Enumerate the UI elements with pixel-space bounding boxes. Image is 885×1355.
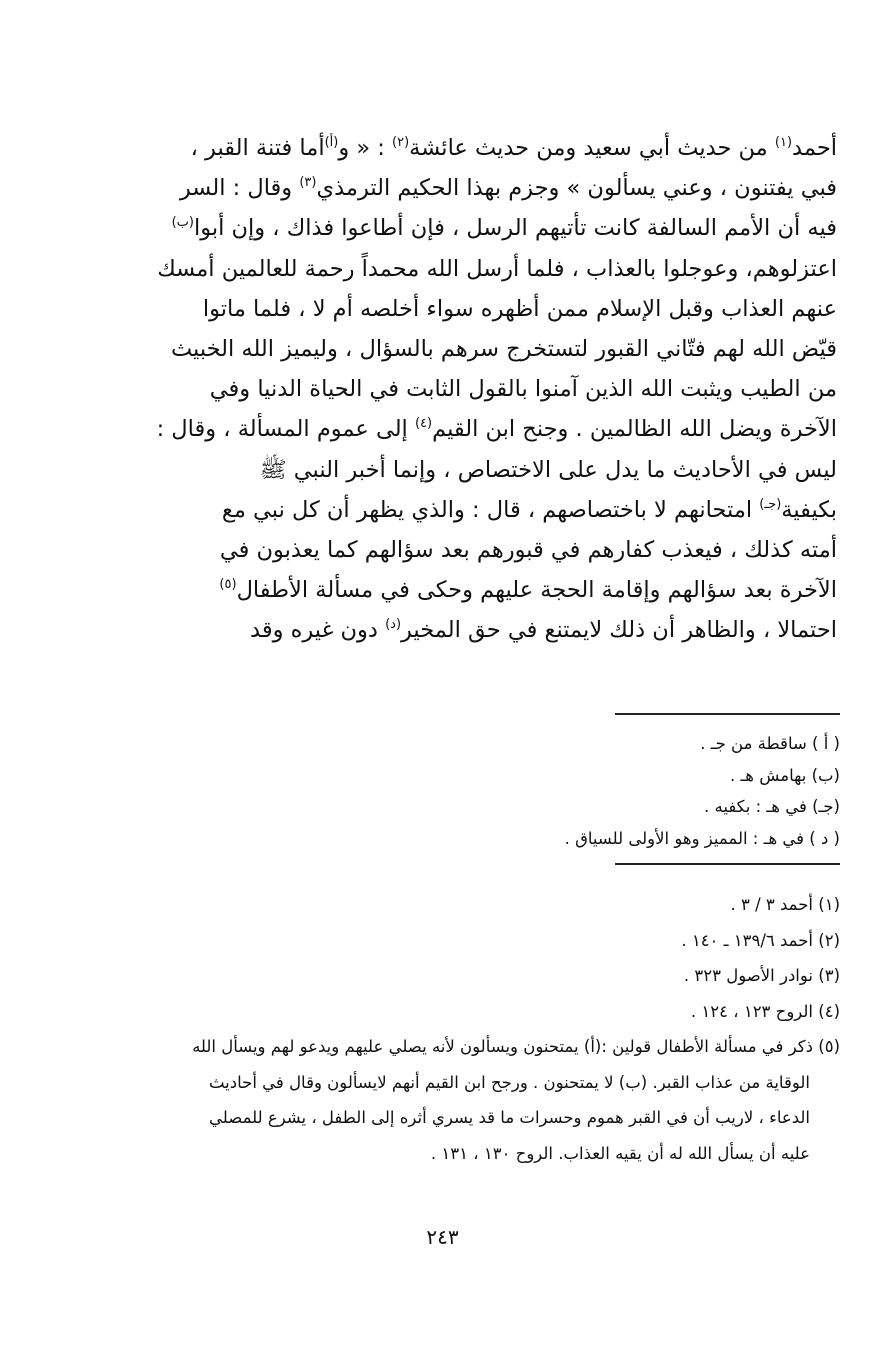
text-run: ليس في الأحاديث ما يدل على الاختصاص ، وإنما أخبر النبي ﷺ [259,456,837,483]
long-note-line: عليه أن يسأل الله له أن يقيه العذاب. الروح ١٣٠ ، ١٣١ . [430,1143,810,1163]
footnote-marker: (٤) [414,416,433,432]
text-line [155,208,837,248]
long-note-line: الدعاء ، لاريب أن في القبر هموم وحسرات ما قد يسري أثره إلى الطفل ، يشرع للمصلي [209,1108,810,1127]
variant-note: (ب) بهامش هـ . [729,765,840,785]
variant-note: ( د ) في هـ : المميز وهو الأولى للسياق . [564,828,840,848]
text-run: أحمد [792,135,837,161]
long-note-line: (٥) ذكر في مسألة الأطفال قولين :(أ) يمتحنون ويسألون لأنه يصلي عليهم ويدعو لهم ويسأل الله [192,1037,840,1056]
text-run: احتمالا ، والظاهر أن ذلك لايمتنع في حق المخير [401,617,837,644]
text-run: من حديث أبي سعيد ومن حديث عائشة [409,135,775,161]
source-note: (٣) نوادر الأصول ٣٢٣ . [683,966,840,985]
text-line [155,329,837,369]
text-line [155,570,837,610]
text-line [155,289,837,329]
footnote-marker: (٢) [392,135,410,150]
footnote-marker: (ب) [171,215,194,231]
text-line [155,369,837,409]
text-line [155,530,837,570]
footnote-marker: (أ) [324,135,339,150]
variant-note: (جـ) في هـ : بكفيه . [704,797,840,816]
text-run: الآخرة بعد سؤالهم وإقامة الحجة عليهم وحكى في مسألة الأطفال [236,577,837,604]
footnote-marker: (٥) [219,577,237,593]
text-line [155,409,837,449]
text-run: الآخرة ويضل الله الظالمين . وجنح ابن القيم [432,416,837,443]
text-run: دون غيره وقد [250,617,386,644]
footnote-marker: (د) [385,617,402,633]
source-footnotes [140,887,840,1171]
footnote-marker: (جـ) [759,496,782,512]
page-number: ٢٤٣ [426,1225,459,1249]
source-note: (٢) أحمد ١٣٩/٦ ـ ١٤٠ . [681,930,840,950]
main-text [155,128,837,650]
source-note: (١) أحمد ٣ / ٣ . [730,895,840,914]
variant-footnotes [340,728,840,854]
variant-note: ( أ ) ساقطة من جـ . [700,734,840,753]
text-run: امتحانهم لا باختصاصهم ، قال : والذي يظهر أن كل نبي مع [221,496,760,523]
text-run: عنهم العذاب وقبل الإسلام ممن أظهره سواء أخلصه أم لا ، فلما ماتوا [202,295,837,322]
text-line [155,128,837,168]
footnote-marker: (٣) [299,175,317,191]
text-run: : « و [338,135,393,161]
text-run: فيه أن الأمم السالفة كانت تأتيهم الرسل ، فإن أطاعوا فذاك ، وإن أبوا [193,215,837,242]
text-run: وقال : السر [179,175,300,202]
text-line [155,450,837,490]
text-line [155,490,837,530]
source-note: (٤) الروح ١٢٣ ، ١٢٤ . [690,1001,840,1021]
text-run: أما فتنة القبر ، [190,135,325,161]
text-run: بكيفية [781,496,837,523]
text-run: أمته كذلك ، فيعذب كفارهم في قبورهم بعد سؤالهم كما يعذبون في [219,536,837,563]
text-run: من الطيب ويثبت الله الذين آمنوا بالقول الثابت في الحياة الدنيا وفي [209,376,837,403]
long-note-line: الوقاية من عذاب القبر. (ب) لا يمتحنون . ورجح ابن القيم أنهم لايسألون وقال في أحاديث [208,1072,810,1092]
text-run: فبي يفتنون ، وعني يسألون » وجزم بهذا الحكيم الترمذي [316,175,837,202]
footnote-marker: (١) [774,135,793,150]
text-run: إلى عموم المسألة ، وقال : [156,416,415,443]
text-line [155,249,837,289]
text-line [155,610,837,650]
footnote-separator-variants [615,713,840,715]
text-run: اعتزلوهم، وعوجلوا بالعذاب ، فلما أرسل الله محمداً رحمة للعالمين أمسك [157,255,837,282]
text-line [155,168,837,208]
footnote-separator-sources [615,863,840,865]
text-run: قيّض الله لهم فتّاني القبور لتستخرج سرهم بالسؤال ، وليميز الله الخبيث [170,335,837,362]
